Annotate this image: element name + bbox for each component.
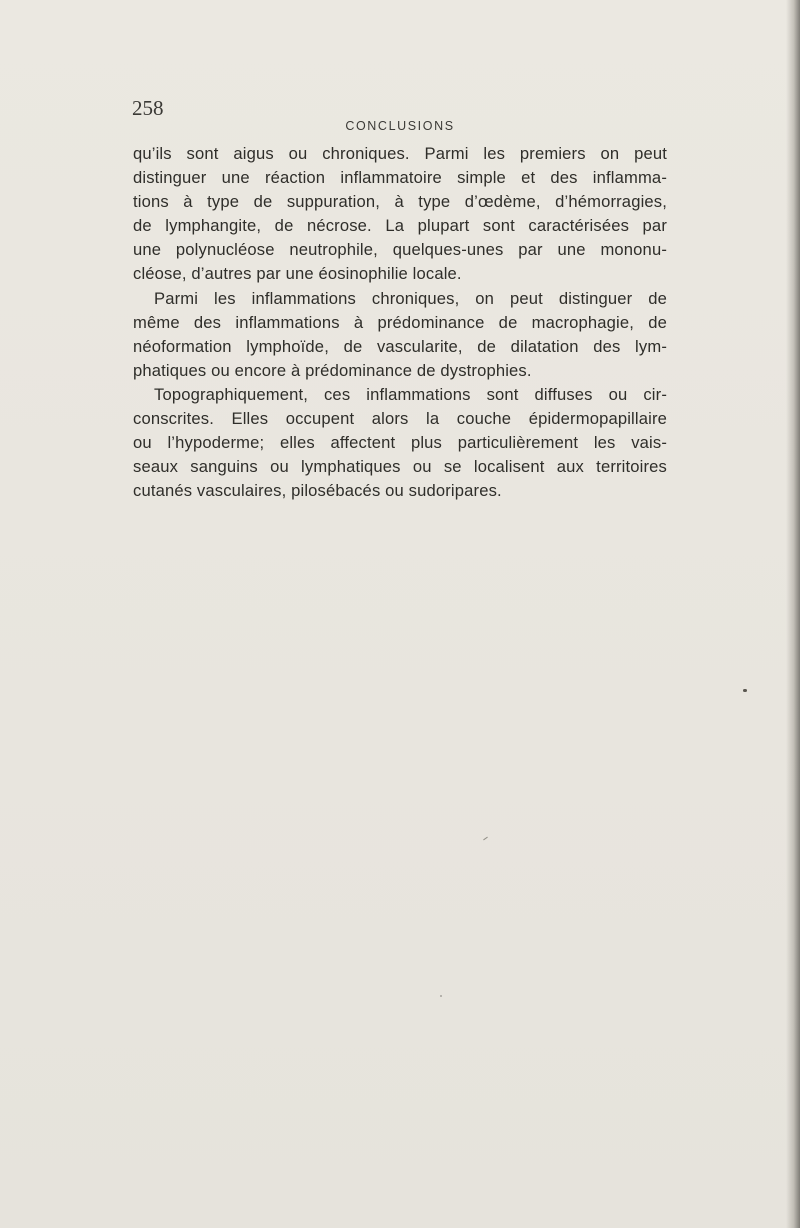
text-line: cléose, d’autres par une éosinophilie locale. [133,264,462,284]
text-line: même des inflammations à prédominance de macrophagie, de [133,312,667,332]
text-line: une polynucléose neutrophile, quelques-unes par une mononu- [133,240,667,260]
text-line: qu’ils sont aigus ou chroniques. Parmi les premiers on peut [133,144,667,163]
text-line: de lymphangite, de nécrose. La plupart sont caractérisées par [133,216,667,236]
text-line: tions à type de suppuration, à type d’œdème, d’hémorragies, [133,192,667,212]
text-line: Topographiquement, ces inflammations sont diffuses ou cir- [154,384,667,404]
text-line: ou l’hypoderme; elles affectent plus particulièrement les vais- [133,433,667,453]
scan-speck [483,837,488,841]
body-text [133,142,667,503]
text-line: néoformation lymphoïde, de vascularite, de dilatation des lym- [133,336,667,356]
text-line: cutanés vasculaires, pilosébacés ou sudoripares. [133,481,502,501]
running-head: CONCLUSIONS [345,119,455,133]
text-line: conscrites. Elles occupent alors la couche épidermopapillaire [133,409,667,429]
text-line: seaux sanguins ou lymphatiques ou se localisent aux territoires [133,457,667,477]
scan-speck [440,995,442,997]
page-number: 258 [132,96,164,120]
text-line: Parmi les inflammations chroniques, on peut distinguer de [154,288,667,308]
page-edge-shadow [786,0,800,1228]
text-line: distinguer une réaction inflammatoire simple et des inflamma- [133,168,667,188]
text-line: phatiques ou encore à prédominance de dystrophies. [133,360,532,380]
scan-speck [743,689,747,692]
